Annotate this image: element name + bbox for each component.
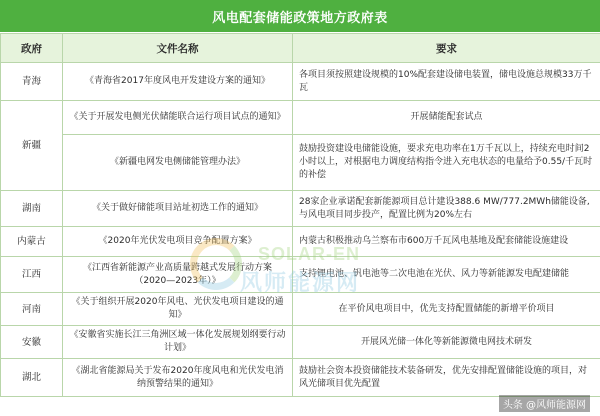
watermark-cn: 风师能源网 <box>240 271 361 296</box>
province-cell: 江西 <box>1 257 63 293</box>
requirement-cell: 内蒙古积极推动乌兰察布市600万千瓦风电基地及配套储能设施建设 <box>293 227 600 257</box>
document-cell: 《新疆电网发电侧储能管理办法》 <box>63 135 293 191</box>
document-cell: 《湖北省能源局关于发布2020年度风电和光伏发电消纳预警结果的通知》 <box>63 359 293 397</box>
document-cell: 《青海省2017年度风电开发建设方案的通知》 <box>63 63 293 101</box>
source-stamp: 头条 @风师能源网 <box>499 395 590 412</box>
requirement-cell: 鼓励社会资本投资储能技术装备研发，优先安排配置储能设施的项目，对风光储项目优先配置 <box>293 359 600 397</box>
table-row <box>1 293 600 326</box>
header-document: 文件名称 <box>63 34 293 63</box>
table-row <box>1 101 600 135</box>
document-cell: 《安徽省实施长江三角洲区域一体化发展规划纲要行动计划》 <box>63 326 293 359</box>
table-title: 风电配套储能政策地方政府表 <box>0 0 600 33</box>
document-cell: 《2020年光伏发电项目竞争配置方案》 <box>63 227 293 257</box>
table-row <box>1 257 600 293</box>
requirement-cell: 开展储能配套试点 <box>293 101 600 135</box>
document-cell: 《关于开展发电侧光伏储能联合运行项目试点的通知》 <box>63 101 293 135</box>
policy-table <box>0 33 600 397</box>
province-cell: 新疆 <box>1 101 63 191</box>
requirement-cell: 在平价风电项目中，优先支持配置储能的新增平价项目 <box>293 293 600 326</box>
province-cell: 湖南 <box>1 191 63 227</box>
province-cell: 安徽 <box>1 326 63 359</box>
header-requirement: 要求 <box>293 34 600 63</box>
province-cell: 内蒙古 <box>1 227 63 257</box>
requirement-cell: 支持锂电池、钒电池等二次电池在光伏、风力等新能源发电配建储能 <box>293 257 600 293</box>
table-row <box>1 63 600 101</box>
province-cell: 河南 <box>1 293 63 326</box>
requirement-cell: 鼓励投资建设电储能设施，要求充电功率在1万千瓦以上，持续充电时间2小时以上，对根据电力调度结构指令进入充电状态的电量给予0.55/千瓦时的补偿 <box>293 135 600 191</box>
document-cell: 《关于组织开展2020年风电、光伏发电项目建设的通知》 <box>63 293 293 326</box>
document-cell: 《江西省新能源产业高质量跨越式发展行动方案（2020—2023年）》 <box>63 257 293 293</box>
requirement-cell: 28家企业承诺配套新能源项目总计建设388.6 MW/777.2MWh储能设备,与风电项目同步投产，配置比例为20%左右 <box>293 191 600 227</box>
province-cell: 湖北 <box>1 359 63 397</box>
watermark-en: SOLAR-EN <box>258 244 360 264</box>
header-row <box>1 34 600 63</box>
requirement-cell: 开展风光储一体化等新能源微电网技术研发 <box>293 326 600 359</box>
table-row <box>1 227 600 257</box>
table-row <box>1 359 600 397</box>
province-cell: 青海 <box>1 63 63 101</box>
requirement-cell: 各项目须按照建设规模的10%配套建设储电装置，储电设施总规模33万千瓦 <box>293 63 600 101</box>
table-row <box>1 135 600 191</box>
header-government: 政府 <box>1 34 63 63</box>
table-row <box>1 326 600 359</box>
table-row <box>1 191 600 227</box>
document-cell: 《关于做好储能项目站址初选工作的通知》 <box>63 191 293 227</box>
